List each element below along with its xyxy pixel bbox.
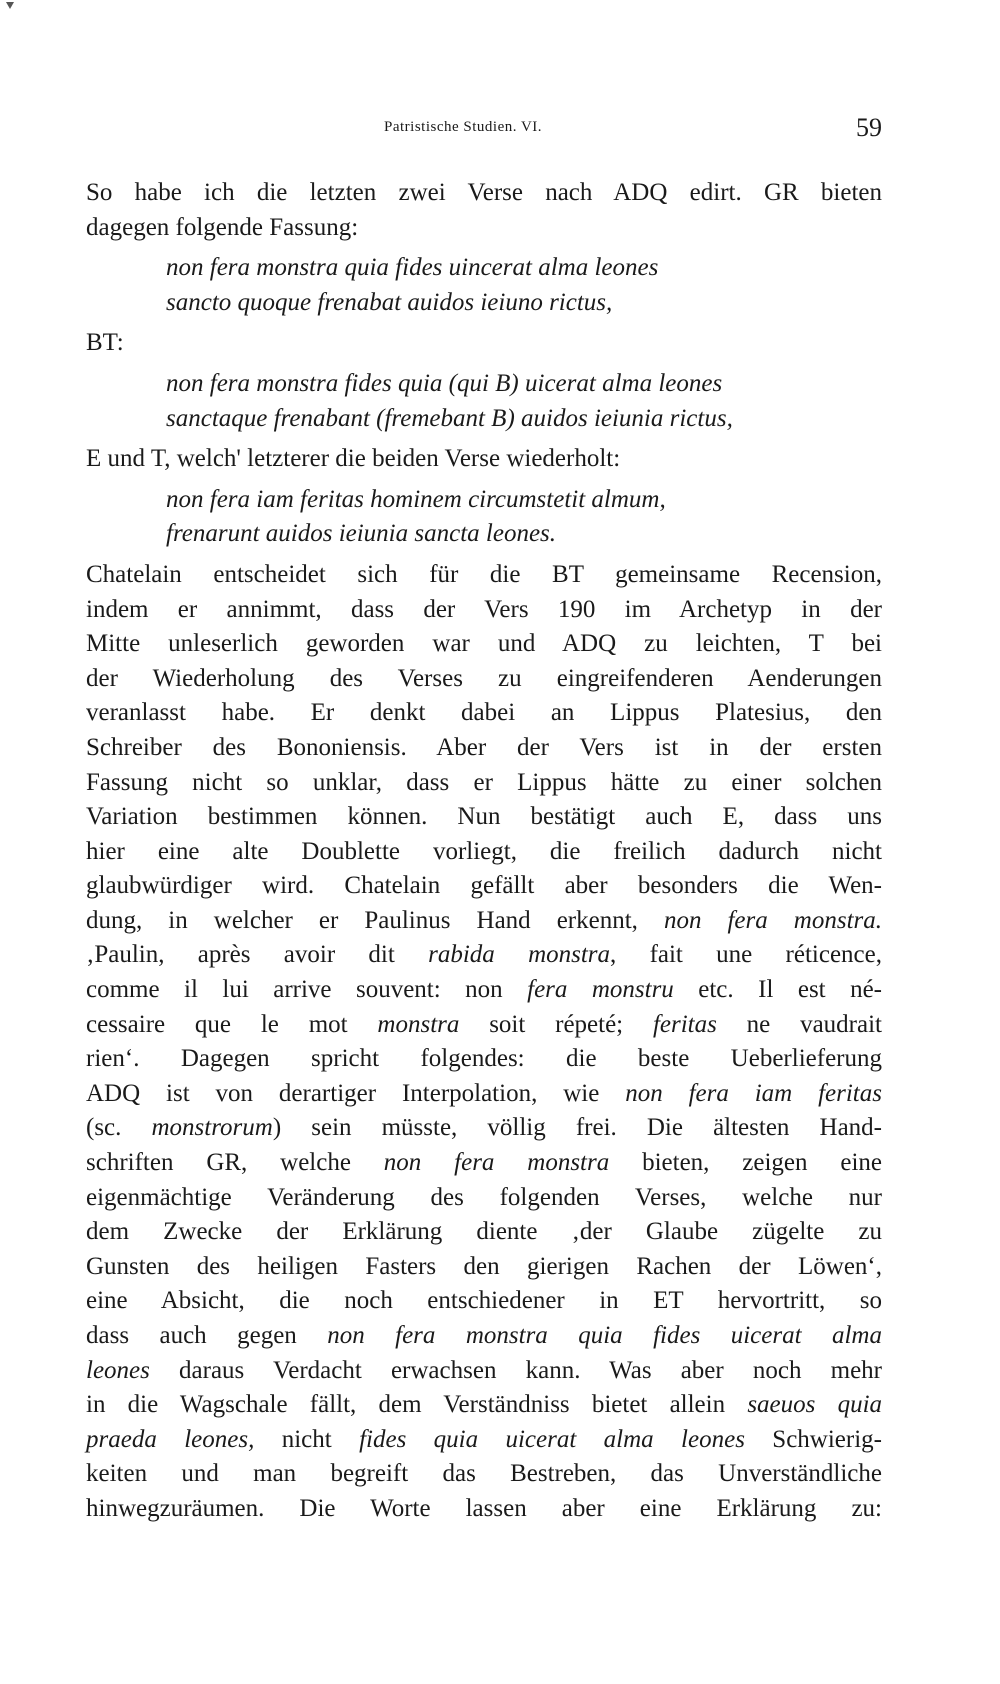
text-line: eigenmächtige Veränderung des folgenden Verses, welche nur (86, 1183, 882, 1211)
verse-line: non fera monstra quia fides uincerat alma leones (166, 254, 659, 282)
italic-phrase: non fera iam feritas (625, 1079, 882, 1107)
text-line: der Wiederholung des Verses zu eingreifenderen Aenderungen (86, 664, 882, 692)
text-line: comme il lui arrive souvent: non fera monstru etc. Il est né- (86, 976, 882, 1004)
text-line: ‚Paulin, après avoir dit rabida monstra, fait une réticence, (86, 941, 882, 969)
text-line: BT: (86, 329, 124, 357)
text-line: dung, in welcher er Paulinus Hand erkennt, non fera monstra. (86, 906, 882, 934)
italic-phrase: non fera monstra quia fides uicerat alma (327, 1322, 882, 1349)
text-line: hier eine alte Doublette vorliegt, die freilich dadurch nicht (86, 837, 882, 865)
text-line: glaubwürdiger wird. Chatelain gefällt aber besonders die Wen- (86, 872, 882, 900)
verse-line: non fera monstra fides quia (qui B) uicerat alma leones (166, 369, 723, 397)
verse-line: sanctaque frenabant (fremebant B) auidos ieiunia rictus, (166, 404, 733, 432)
text-line: rien‘. Dagegen spricht folgendes: die beste Ueberlieferung (86, 1045, 882, 1073)
text-line: (sc. monstrorum) sein müsste, völlig frei. Die ältesten Hand- (86, 1114, 882, 1142)
text-line: ADQ ist von derartiger Interpolation, wie non fera iam feritas (86, 1079, 882, 1107)
text-line: veranlasst habe. Er denkt dabei an Lippus Platesius, den (86, 699, 882, 727)
text-line: Chatelain entscheidet sich für die BT gemeinsame Recension, (86, 560, 882, 588)
text-line: dagegen folgende Fassung: (86, 213, 359, 241)
verse-line: sancto quoque frenabat auidos ieiuno rictus, (166, 288, 613, 316)
text-line: E und T, welch' letzterer die beiden Verse wiederholt: (86, 445, 621, 473)
text-line: schriften GR, welche non fera monstra bieten, zeigen eine (86, 1149, 882, 1177)
text-line: eine Absicht, die noch entschiedener in ET hervortritt, so (86, 1287, 882, 1315)
verse-line: frenarunt auidos ieiunia sancta leones. (166, 520, 557, 548)
italic-phrase: monstrorum (151, 1114, 273, 1142)
text-line: dass auch gegen non fera monstra quia fides uicerat alma (86, 1322, 882, 1349)
text-line: Variation bestimmen können. Nun bestätigt auch E, dass uns (86, 803, 882, 831)
text-line: leones daraus Verdacht erwachsen kann. Was aber noch mehr (86, 1356, 882, 1384)
italic-phrase: fides quia uicerat alma leones (359, 1425, 745, 1453)
running-title: Patristische Studien. VI. (384, 119, 543, 135)
italic-phrase: saeuos quia (747, 1391, 883, 1419)
text-line: So habe ich die letzten zwei Verse nach ADQ edirt. GR bieten (86, 179, 882, 206)
page-number: 59 (856, 113, 882, 142)
text-line: Fassung nicht so unklar, dass er Lippus hätte zu einer solchen (86, 768, 882, 796)
body-text (86, 176, 882, 1527)
text-line: Gunsten des heiligen Fasters den gierigen Rachen der Löwen‘, (86, 1252, 882, 1280)
italic-phrase: non fera monstra. (663, 906, 882, 934)
text-line: Schreiber des Bononiensis. Aber der Vers ist in der ersten (86, 733, 882, 761)
verse-line: non fera iam feritas hominem circumstetit almum, (166, 485, 666, 513)
italic-phrase: non fera monstra (383, 1149, 610, 1177)
scan-mark (6, 2, 14, 9)
text-line: praeda leones, nicht fides quia uicerat alma leones Schwierig- (86, 1425, 882, 1453)
text-line: indem er annimmt, dass der Vers 190 im Archetyp in der (86, 595, 882, 623)
italic-phrase: leones (86, 1356, 150, 1384)
italic-phrase: fera monstru (527, 976, 674, 1004)
text-line: cessaire que le mot monstra soit répeté; feritas ne vaudrait (86, 1010, 882, 1038)
text-line: keiten und man begreift das Bestreben, das Unverständliche (86, 1460, 882, 1488)
italic-phrase: rabida monstra (428, 941, 611, 969)
text-line: Mitte unleserlich geworden war und ADQ zu leichten, T bei (86, 630, 882, 658)
running-head (0, 113, 1000, 143)
italic-phrase: praeda leones, (86, 1425, 255, 1453)
italic-phrase: monstra (377, 1010, 460, 1038)
text-line: dem Zwecke der Erklärung diente ‚der Glaube zügelte zu (86, 1218, 882, 1246)
italic-phrase: feritas (652, 1010, 717, 1038)
text-line: hinwegzuräumen. Die Worte lassen aber eine Erklärung zu: (86, 1494, 882, 1522)
text-line: in die Wagschale fällt, dem Verständniss bietet allein saeuos quia (86, 1391, 883, 1419)
